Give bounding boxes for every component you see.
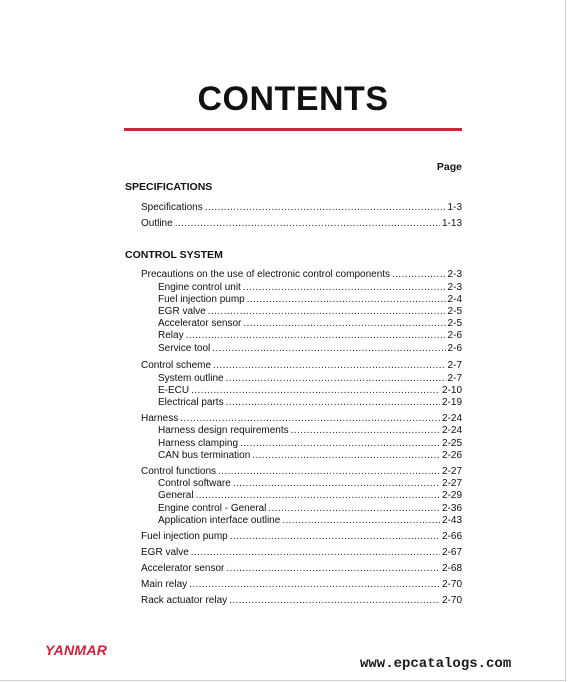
toc-leader-dots <box>213 360 446 372</box>
toc-entry-page: 2-29 <box>441 490 462 501</box>
yanmar-logo: YANMAR <box>45 642 108 658</box>
toc-leader-dots <box>240 438 440 450</box>
toc-entry-page: 2-27 <box>441 478 462 489</box>
toc-subentry[interactable] <box>158 397 462 409</box>
watermark-url: www.epcatalogs.com <box>360 656 512 672</box>
toc-entry[interactable] <box>141 466 462 478</box>
toc-entry-page: 1-13 <box>441 218 462 229</box>
toc-leader-dots <box>191 547 440 559</box>
toc-subentry[interactable] <box>158 438 462 450</box>
toc-entry-label: Electrical parts <box>158 397 224 408</box>
toc-entry[interactable] <box>141 202 462 214</box>
page-edge-bottom <box>0 680 566 681</box>
toc-leader-dots <box>233 478 440 490</box>
toc-entry-page: 2-7 <box>447 360 462 371</box>
toc-entry-label: Accelerator sensor <box>141 563 225 574</box>
toc-subentry[interactable] <box>158 490 462 502</box>
toc-entry-page: 2-6 <box>447 330 462 341</box>
toc-entry-label: Harness <box>141 413 179 424</box>
toc-entry-page: 2-10 <box>441 385 462 396</box>
page-edge-right <box>565 0 566 682</box>
toc-entry[interactable] <box>141 579 462 591</box>
toc-entry-label: Control scheme <box>141 360 212 371</box>
toc-leader-dots <box>243 318 445 330</box>
toc-leader-dots <box>291 425 440 437</box>
toc-entry-label: Precautions on the use of electronic control components <box>141 269 391 280</box>
toc-entry-label: E-ECU <box>158 385 190 396</box>
toc-subentry[interactable] <box>158 503 462 515</box>
toc-leader-dots <box>226 373 446 385</box>
toc-subentry[interactable] <box>158 425 462 437</box>
toc-entry-page: 2-68 <box>441 563 462 574</box>
toc-entry-label: Control functions <box>141 466 217 477</box>
toc-entry-label: Outline <box>141 218 173 229</box>
toc-entry-label: Accelerator sensor <box>158 318 242 329</box>
toc-entry-label: Application interface outline <box>158 515 281 526</box>
toc-entry-label: Engine control unit <box>158 282 241 293</box>
toc-entry-page: 2-5 <box>447 306 462 317</box>
toc-leader-dots <box>268 503 440 515</box>
toc-entry-page: 2-25 <box>441 438 462 449</box>
toc-entry-page: 2-67 <box>441 547 462 558</box>
section-heading-specifications: SPECIFICATIONS <box>125 181 213 193</box>
toc-leader-dots <box>186 330 446 342</box>
toc-subentry[interactable] <box>158 282 462 294</box>
toc-leader-dots <box>191 385 440 397</box>
toc-leader-dots <box>205 202 446 214</box>
toc-entry[interactable] <box>141 595 462 607</box>
toc-entry-page: 2-70 <box>441 595 462 606</box>
toc-leader-dots <box>226 563 440 575</box>
toc-entry-page: 2-27 <box>441 466 462 477</box>
toc-subentry[interactable] <box>158 515 462 527</box>
toc-entry-page: 2-70 <box>441 579 462 590</box>
toc-subentry[interactable] <box>158 450 462 462</box>
toc-leader-dots <box>392 269 446 281</box>
toc-leader-dots <box>252 450 440 462</box>
toc-entry-page: 1-3 <box>447 202 462 213</box>
toc-entry[interactable] <box>141 563 462 575</box>
toc-entry[interactable] <box>141 269 462 281</box>
toc-subentry[interactable] <box>158 385 462 397</box>
toc-entry-page: 2-43 <box>441 515 462 526</box>
toc-leader-dots <box>212 343 445 355</box>
toc-entry-page: 2-24 <box>441 425 462 436</box>
toc-subentry[interactable] <box>158 373 462 385</box>
toc-leader-dots <box>189 579 440 591</box>
toc-entry-label: Main relay <box>141 579 188 590</box>
toc-leader-dots <box>208 306 446 318</box>
toc-entry-page: 2-7 <box>447 373 462 384</box>
toc-entry-label: System outline <box>158 373 224 384</box>
toc-entry-page: 2-6 <box>447 343 462 354</box>
toc-leader-dots <box>247 294 446 306</box>
toc-entry-page: 2-24 <box>441 413 462 424</box>
toc-entry-label: Fuel injection pump <box>141 531 228 542</box>
toc-entry-label: Rack actuator relay <box>141 595 228 606</box>
toc-entry-label: Fuel injection pump <box>158 294 245 305</box>
toc-leader-dots <box>196 490 440 502</box>
toc-entry[interactable] <box>141 547 462 559</box>
toc-leader-dots <box>218 466 440 478</box>
toc-leader-dots <box>229 595 440 607</box>
toc-entry[interactable] <box>141 360 462 372</box>
toc-subentry[interactable] <box>158 343 462 355</box>
toc-entry-label: CAN bus termination <box>158 450 251 461</box>
toc-entry-label: Harness clamping <box>158 438 239 449</box>
toc-entry-label: Service tool <box>158 343 211 354</box>
toc-entry-label: Harness design requirements <box>158 425 289 436</box>
page-column-label: Page <box>436 161 462 173</box>
toc-entry-page: 2-3 <box>447 269 462 280</box>
title-underline <box>124 128 462 131</box>
toc-entry-label: EGR valve <box>158 306 206 317</box>
toc-entry-label: General <box>158 490 194 501</box>
toc-subentry[interactable] <box>158 318 462 330</box>
toc-entry-page: 2-19 <box>441 397 462 408</box>
toc-subentry[interactable] <box>158 306 462 318</box>
section-heading-control-system: CONTROL SYSTEM <box>125 249 223 261</box>
toc-entry-page: 2-66 <box>441 531 462 542</box>
toc-entry[interactable] <box>141 218 462 230</box>
toc-leader-dots <box>226 397 440 409</box>
toc-entry-page: 2-5 <box>447 318 462 329</box>
toc-entry-label: EGR valve <box>141 547 189 558</box>
toc-entry-page: 2-3 <box>447 282 462 293</box>
toc-entry-label: Specifications <box>141 202 203 213</box>
page-title: CONTENTS <box>197 80 389 118</box>
toc-subentry[interactable] <box>158 294 462 306</box>
toc-entry-page: 2-26 <box>441 450 462 461</box>
toc-subentry[interactable] <box>158 330 462 342</box>
toc-entry[interactable] <box>141 413 462 425</box>
toc-entry-label: Relay <box>158 330 184 341</box>
toc-entry[interactable] <box>141 531 462 543</box>
toc-entry-label: Control software <box>158 478 231 489</box>
toc-leader-dots <box>230 531 440 543</box>
toc-leader-dots <box>282 515 440 527</box>
toc-entry-page: 2-36 <box>441 503 462 514</box>
toc-entry-label: Engine control - General <box>158 503 267 514</box>
toc-leader-dots <box>243 282 446 294</box>
toc-subentry[interactable] <box>158 478 462 490</box>
toc-leader-dots <box>180 413 440 425</box>
toc-leader-dots <box>175 218 440 230</box>
toc-entry-page: 2-4 <box>447 294 462 305</box>
